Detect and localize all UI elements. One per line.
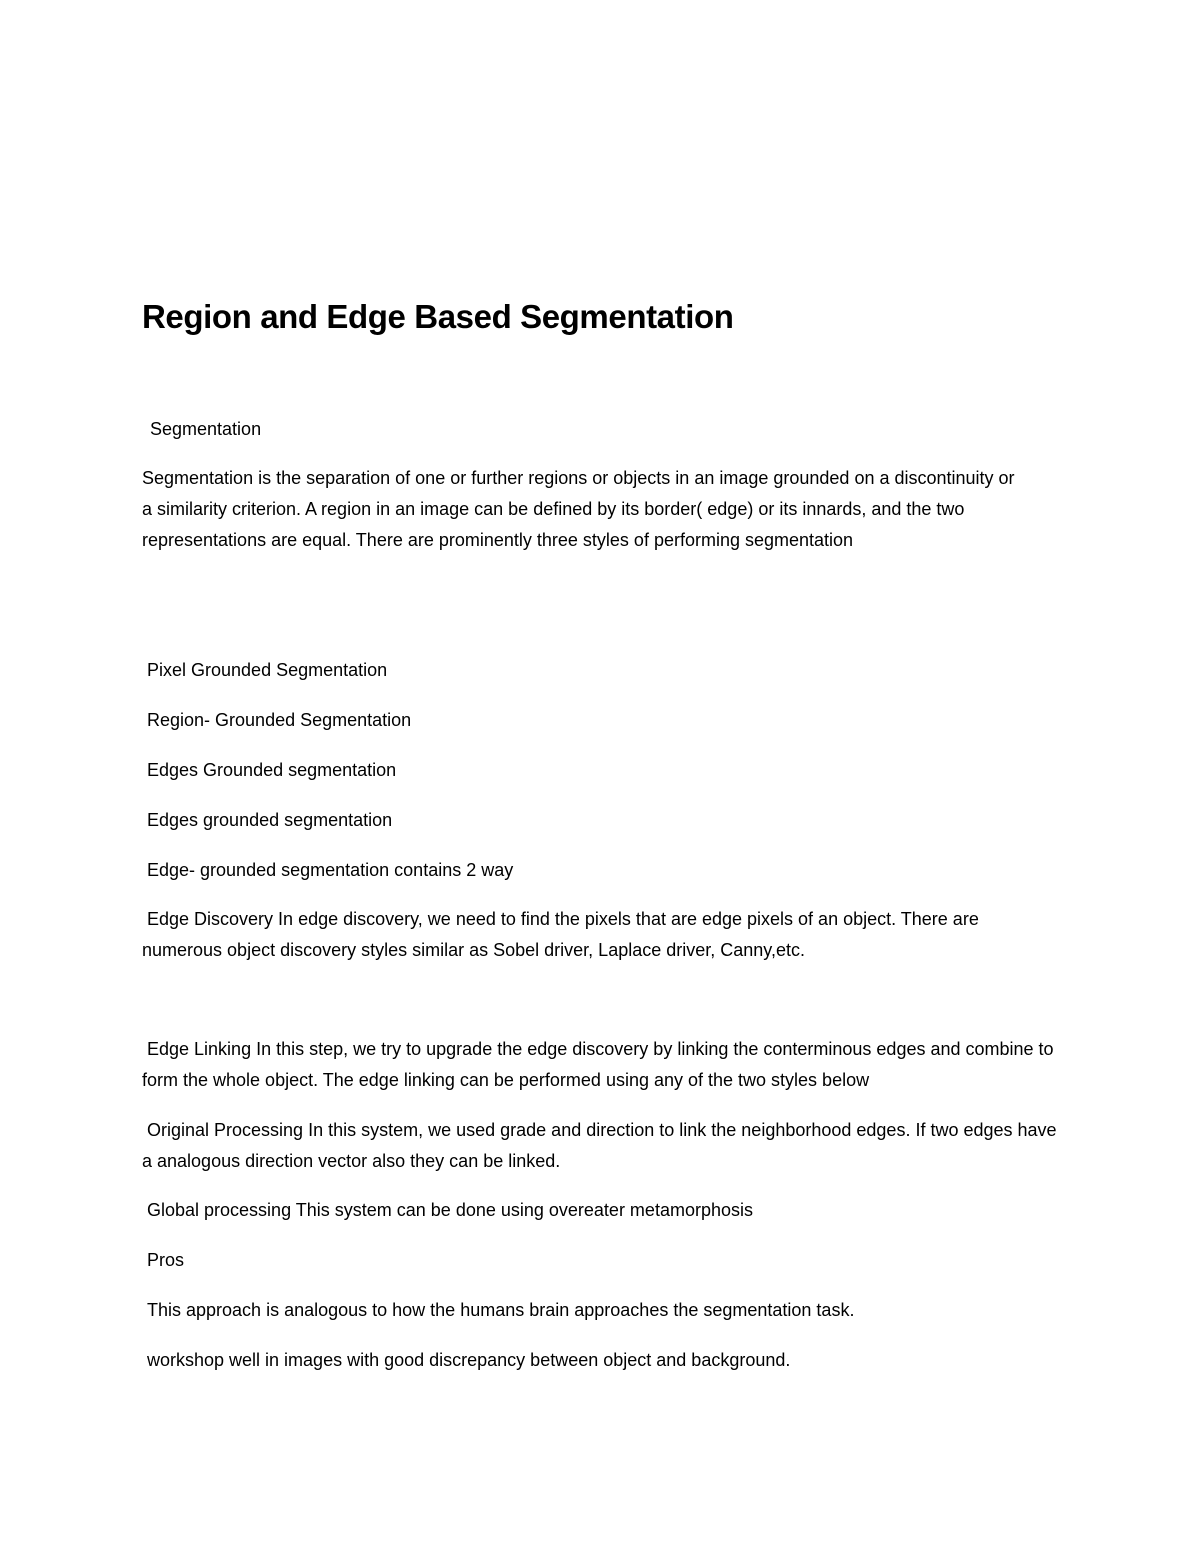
method-item: Edges Grounded segmentation: [147, 760, 397, 780]
document-title: Region and Edge Based Segmentation: [142, 298, 734, 335]
intro-paragraph: Segmentation is the separation of one or further regions or objects in an image grounded on a discontinuity or a similarity criterion. A region in an image can be defined by its border( edge) or its innards, and the two representations are equal. There are prominently three styles of performing segmentation: [142, 468, 1015, 550]
original-processing-paragraph: Original Processing In this system, we used grade and direction to link the neighborhood edges. If two edges have a analogous direction vector also they can be linked.: [142, 1120, 1057, 1171]
method-item: Edges grounded segmentation: [147, 810, 393, 830]
pros-item: This approach is analogous to how the humans brain approaches the segmentation task.: [147, 1300, 855, 1320]
edge-ways-heading: Edge- grounded segmentation contains 2 way: [147, 860, 514, 880]
section-heading: Segmentation: [150, 419, 262, 439]
pros-item: workshop well in images with good discrepancy between object and background.: [147, 1350, 791, 1370]
pros-heading: Pros: [147, 1250, 185, 1270]
method-item: Pixel Grounded Segmentation: [147, 660, 388, 680]
method-item: Region- Grounded Segmentation: [147, 710, 412, 730]
edge-discovery-paragraph: Edge Discovery In edge discovery, we need to find the pixels that are edge pixels of an object. There are numerous object discovery styles similar as Sobel driver, Laplace driver, Canny,etc.: [142, 909, 979, 960]
global-processing-line: Global processing This system can be done using overeater metamorphosis: [147, 1200, 753, 1220]
edge-linking-paragraph: Edge Linking In this step, we try to upgrade the edge discovery by linking the conterminous edges and combine to form the whole object. The edge linking can be performed using any of the two styles below: [142, 1039, 1054, 1090]
